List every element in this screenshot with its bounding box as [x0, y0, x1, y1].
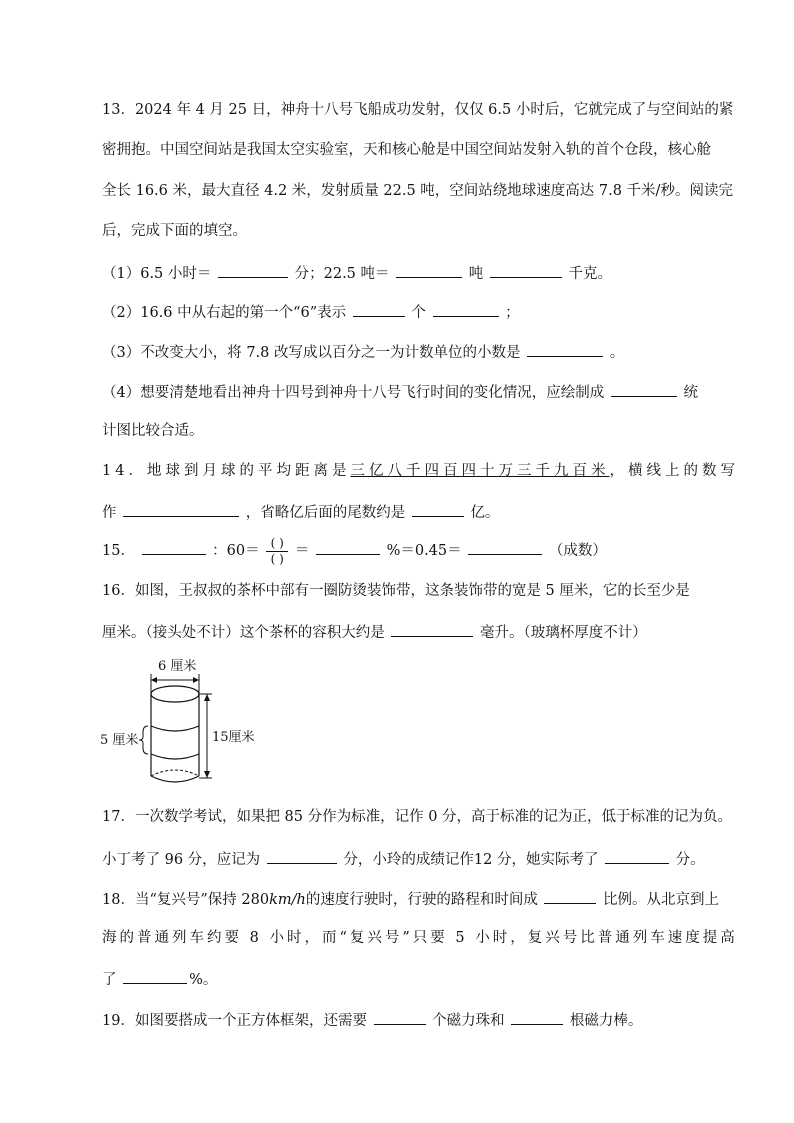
answer-blank[interactable]	[468, 539, 542, 555]
fraction	[266, 537, 288, 566]
q13-line-1: 13．2024 年 4 月 25 日，神舟十八号飞船成功发射，仅仅 6.5 小时后，它就完成了与空间站的紧	[102, 102, 734, 118]
q19-text-c: 根磁力棒。	[569, 1013, 643, 1029]
band-width-label: 5 厘米	[100, 733, 139, 748]
q13-p1-text-b: 分；22.5 吨＝	[294, 266, 390, 282]
q13-p4-text-b: 统	[683, 385, 698, 401]
q18-line-2: 海的普通列车约要 8 小时，而“复兴号”只要 5 小时，复兴号比普通列车速度提高	[102, 930, 738, 946]
answer-blank[interactable]	[433, 301, 499, 317]
answer-blank[interactable]	[544, 888, 596, 904]
answer-blank[interactable]	[218, 262, 288, 278]
band-brace	[139, 726, 148, 754]
fraction-denominator[interactable]: ( )	[270, 551, 284, 566]
answer-blank[interactable]	[412, 501, 464, 517]
cup-diameter-label: 6 厘米	[158, 659, 197, 674]
q17-text-b: 分，小玲的成绩记作12 分，她实际考了	[343, 852, 599, 868]
answer-blank[interactable]	[142, 539, 206, 555]
q13-p3-text-a: （3）不改变大小，将 7.8 改写成以百分之一为计数单位的小数是	[102, 345, 521, 361]
q15-text-c: ＝	[294, 543, 310, 559]
q15-text-a: 15．	[102, 543, 135, 559]
q14-text-b: ，横线上的数写	[609, 463, 739, 479]
q13-p2-text-c: ；	[505, 305, 520, 321]
cup-bottom-back	[151, 770, 199, 776]
answer-blank[interactable]	[490, 262, 562, 278]
q13-p3-text-b: 。	[609, 345, 625, 361]
cup-bottom-front	[151, 776, 199, 782]
q18-text-e: %。	[189, 972, 218, 988]
q14-text-c: 作	[102, 505, 117, 521]
q14-text-e: 亿。	[470, 505, 500, 521]
q13-line-2: 密拥抱。中国空间站是我国太空实验室，天和核心舱是中国空间站发射入轨的首个仓段，核心舱	[102, 142, 711, 158]
cup-top-ellipse	[151, 686, 199, 702]
answer-blank[interactable]	[374, 1009, 426, 1025]
arrow-head	[151, 677, 157, 683]
q14-line-1	[102, 461, 739, 481]
q16-text-b: 毫升。（玻璃杯厚度不计）	[479, 625, 647, 641]
answer-blank[interactable]	[123, 968, 187, 984]
q19-text-a: 19．如图要搭成一个正方体框架，还需要	[102, 1013, 367, 1029]
q19-text-b: 个磁力珠和	[432, 1013, 505, 1029]
q19-line	[102, 1009, 642, 1031]
q13-line-3: 全长 16.6 米，最大直径 4.2 米，发射质量 22.5 吨，空间站绕地球速度高达 7.8 千米/秒。阅读完	[102, 183, 733, 199]
band-top-edge	[151, 726, 199, 731]
q13-p2-text-a: （2）16.6 中从右起的第一个“6”表示	[102, 305, 347, 321]
q14-text-a: 14．地球到月球的平均距离是	[102, 463, 351, 479]
arrow-head	[193, 677, 199, 683]
answer-blank[interactable]	[391, 621, 473, 637]
answer-blank[interactable]	[123, 501, 239, 517]
answer-blank[interactable]	[605, 848, 669, 864]
q18-text-a: 18．当“复兴号”保持 280	[102, 892, 270, 908]
q13-part-4	[102, 381, 698, 403]
answer-blank[interactable]	[527, 341, 603, 357]
speed-unit: km/h	[269, 892, 306, 908]
q14-text-d: ，省略亿后面的尾数约是	[245, 505, 406, 521]
q17-text-c: 分。	[675, 852, 705, 868]
q16-text-a: 厘米。（接头处不计）这个茶杯的容积大约是	[102, 625, 385, 641]
q15-text-d: %＝0.45＝	[386, 543, 462, 559]
q13-p1-text-c: 吨	[468, 266, 484, 282]
q18-text-d: 了	[102, 972, 117, 988]
q18-line-1	[102, 888, 719, 910]
q14-underlined-number: 三亿八千四百四十万三千九百米	[350, 463, 610, 479]
q13-part-1	[102, 262, 612, 284]
q13-p1-text-d: 千克。	[568, 266, 612, 282]
arrow-head	[204, 694, 210, 701]
fraction-numerator[interactable]: ( )	[270, 535, 284, 550]
q14-line-2	[102, 501, 499, 523]
q17-line-1: 17．一次数学考试，如果把 85 分作为标准，记作 0 分，高于标准的记为正，低于标准的记为负。	[102, 809, 733, 825]
q13-part-3	[102, 341, 624, 363]
q13-p2-text-b: 个	[411, 305, 426, 321]
q18-line-3	[102, 968, 217, 990]
arrow-head	[204, 771, 210, 778]
q17-line-2	[102, 848, 705, 870]
answer-blank[interactable]	[267, 848, 337, 864]
q16-line-1: 16．如图，王叔叔的茶杯中部有一圈防烫装饰带，这条装饰带的宽是 5 厘米，它的长至少是	[102, 583, 690, 599]
q15-text-e: （成数）	[548, 543, 607, 559]
answer-blank[interactable]	[353, 301, 405, 317]
band-bottom-edge	[151, 754, 199, 759]
q15-text-b: ：60＝	[212, 543, 260, 559]
tea-cup-figure	[100, 654, 270, 790]
q13-part-2	[102, 301, 520, 323]
q17-text-a: 小丁考了 96 分，应记为	[102, 852, 261, 868]
cup-height-label: 15厘米	[212, 730, 255, 745]
q13-p4-text-a: （4）想要清楚地看出神舟十四号到神舟十八号飞行时间的变化情况，应绘制成	[102, 385, 605, 401]
q13-line-4: 后，完成下面的填空。	[102, 223, 247, 239]
q18-text-c: 比例。从北京到上	[603, 892, 720, 908]
answer-blank[interactable]	[511, 1009, 563, 1025]
q13-p1-text-a: （1）6.5 小时＝	[102, 266, 212, 282]
q15-line	[102, 536, 607, 566]
q16-line-2	[102, 621, 647, 643]
answer-blank[interactable]	[316, 539, 380, 555]
answer-blank[interactable]	[396, 262, 462, 278]
q13-part-4-cont: 计图比较合适。	[102, 423, 204, 439]
answer-blank[interactable]	[611, 381, 677, 397]
q18-text-b: 的速度行驶时，行驶的路程和时间成	[305, 892, 538, 908]
